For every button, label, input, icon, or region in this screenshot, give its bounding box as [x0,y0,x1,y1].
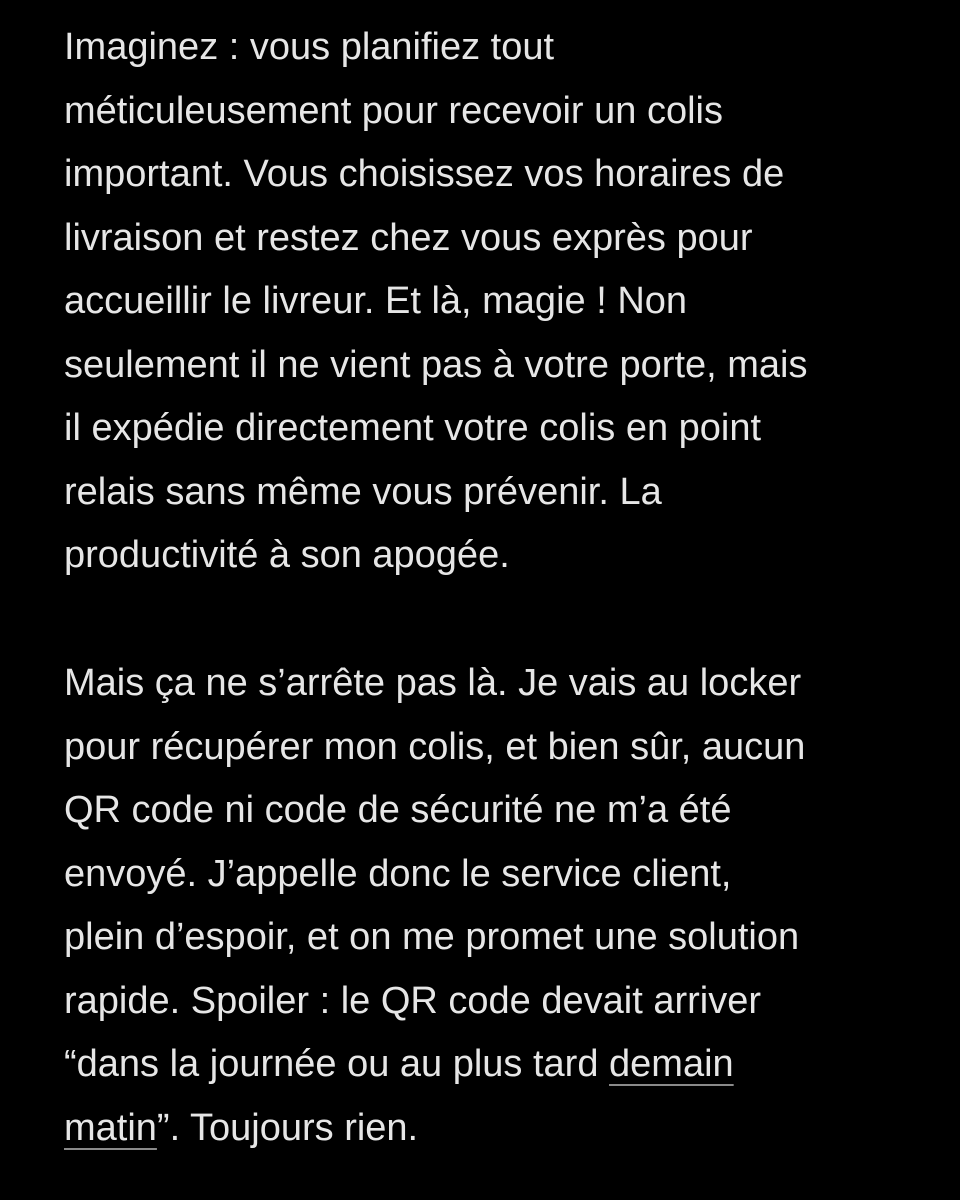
text-line: rapide. Spoiler : le QR code devait arriver [64,979,761,1022]
text-line: important. Vous choisissez vos horaires de [64,153,785,195]
text-line: envoyé. J’appelle donc le service client, [64,852,732,895]
text-run: ”. Toujours rien. [156,1106,419,1149]
text-line: productivité à son apogée. [64,534,510,576]
date-link-matin[interactable]: matin [64,1106,157,1149]
text-line [64,1097,944,1161]
paragraph-2 [64,652,944,1160]
text-line: Imaginez : vous planifiez tout [64,26,555,68]
text-line: relais sans même vous prévenir. La [64,470,662,513]
text-line: méticuleusement pour recevoir un colis [64,89,723,132]
paragraph-1 [64,16,944,588]
text-run: “dans la journée ou au plus tard [64,1043,610,1085]
text-line: pour récupérer mon colis, et bien sûr, aucun [64,725,806,768]
date-link-demain[interactable]: demain [609,1043,734,1085]
text-line: plein d’espoir, et on me promet une solution [64,916,800,958]
text-line: il expédie directement votre colis en point [64,407,762,449]
text-line [64,1033,944,1097]
text-line: accueillir le livreur. Et là, magie ! Non [64,280,688,322]
text-line: livraison et restez chez vous exprès pour [64,216,753,259]
text-line: seulement il ne vient pas à votre porte, mais [64,343,808,386]
text-line: Mais ça ne s’arrête pas là. Je vais au locker [64,662,802,704]
text-line: QR code ni code de sécurité ne m’a été [64,789,732,831]
